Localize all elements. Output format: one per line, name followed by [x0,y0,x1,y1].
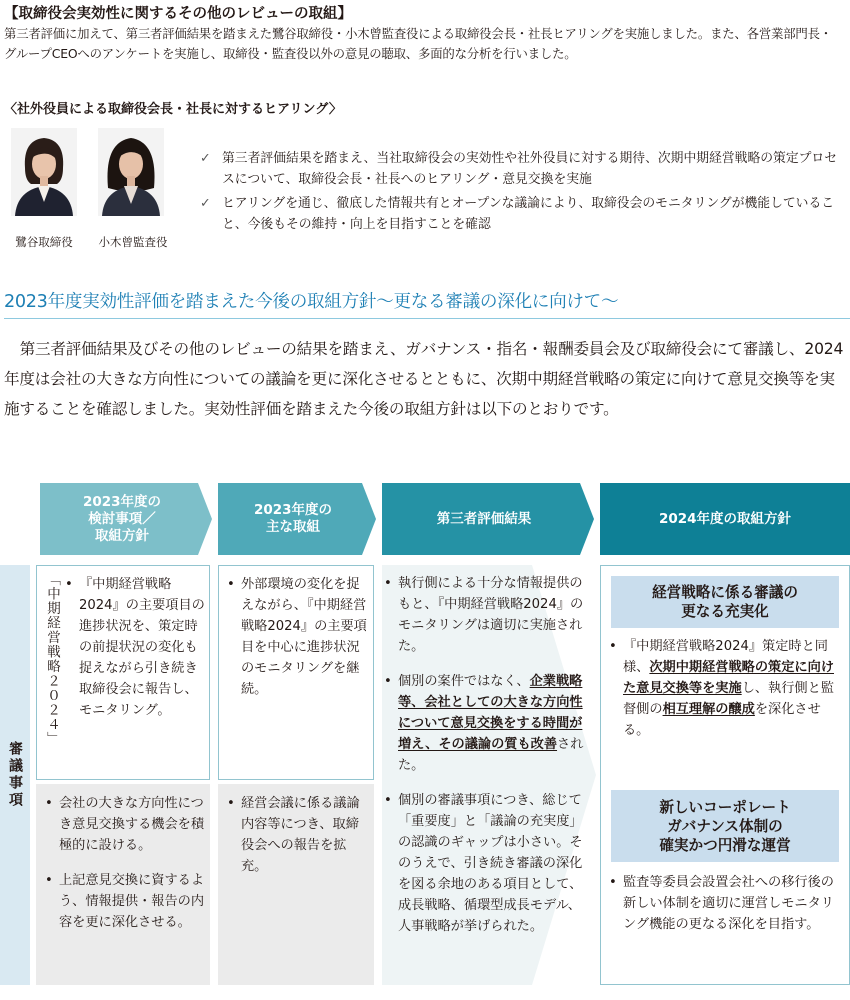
list-item-text: を深化させる。 [623,702,821,738]
list-item [384,671,588,776]
list-item-text: 経営会議に係る議論内容等につき、取締役会への報告を拡充。 [241,796,360,874]
hearing-checklist [200,148,840,238]
list-item-text: 『中期経営戦略2024』の主要項目の進捗状況を、策定時の前提状況の変化も捉えながら引き続き取締役会に報告し、モニタリング。 [79,577,205,718]
list-item-text: し、執行側と監督側の [623,681,834,717]
list-item [384,790,588,937]
list-item-text: 執行側による十分な情報提供のもと、『中期経営戦略2024』のモニタリングは適切に実施された。 [398,576,584,654]
col4-subheading-2: 新しいコーポレート ガバナンス体制の 確実かつ円滑な運営 [611,790,839,862]
col2-box-bottom [218,784,374,985]
bullet: • [384,674,392,689]
list-item [45,793,205,856]
col2-list-top [227,574,369,714]
col1-list-top [65,574,205,735]
portrait-sagiya [11,128,77,216]
list-item-text: 『中期経営戦略2024』策定時と同様、 [623,639,828,675]
section-title: 【取締役会実効性に関するその他のレビューの取組】 [4,6,352,22]
emphasis-text: 次期中期経営戦略の策定に向けた意見交換等を実施 [623,660,834,696]
policy-body: 第三者評価結果及びその他のレビューの結果を踏まえ、ガバナンス・指名・報酬委員会及び取締役会にて審議し、2024年度は会社の大きな方向性についての議論を更に深化させるとともに、次期中期経営戦略の策定に向けて意見交換等を実施することを確認しました。実効性評価を踏まえた今後の取組方針は以下のとおりです。 [4,340,844,418]
bullet: • [45,796,53,811]
bullet: • [227,796,235,811]
bullet: • [609,639,617,654]
list-item-text: 個別の案件ではなく、 [398,674,530,689]
check-item [200,148,840,190]
list-item-text: 個別の審議事項につき、総じて「重要度」と「議論の充実度」の認識のギャップは小さい。そのうえで、引き続き審議の深化を図る余地のある項目として、成長戦略、循環型成長モデル、人事戦略が挙げられた。 [398,793,583,934]
col4-list-1 [609,636,843,755]
list-item [227,793,369,877]
list-item [45,870,205,933]
header-col1: 2023年度の 検討事項／ 取組方針 [82,493,162,544]
check-text: ヒアリングを通じ、徹底した情報共有とオープンな議論により、取締役会のモニタリングが機能していること、今後もその維持・向上を目指すことを確認 [222,196,835,232]
row-label-column [0,565,30,985]
col2-box-top [218,565,374,780]
col1-list-bottom [45,793,205,947]
emphasis-text: 企業戦略等、会社としての大きな方向性について意見交換をする時間が増え、その議論の質も改善 [398,674,583,752]
list-item [609,636,843,741]
list-item [227,574,369,700]
intro-paragraph: 第三者評価に加えて、第三者評価結果を踏まえた鷺谷取締役・小木曾監査役による取締役会長・社長ヒアリングを実施しました。また、各営業部門長・グループCEOへのアンケートを実施し、取締役・監査役以外の意見の聴取、多面的な分析を行いました。 [4,26,832,61]
bullet: • [45,873,53,888]
portrait-kogiso [98,128,164,216]
check-icon: ✓ [200,151,211,166]
vertical-label: 「中期経営戦略２０２４」 [44,572,60,746]
policy-heading: 2023年度実効性評価を踏まえた今後の取組方針〜更なる審議の深化に向けて〜 [4,292,619,312]
list-item [609,872,843,935]
header-col2: 2023年度の 主な取組 [253,502,333,535]
header-col3: 第三者評価結果 [436,510,532,527]
caption-kogiso: 小木曾監査役 [98,235,168,249]
list-item [65,574,205,721]
col2-list-bottom [227,793,369,891]
heading-divider [4,318,850,319]
list-item-text: 外部環境の変化を捉えながら、『中期経営戦略2024』の主要項目を中心に進捗状況のモニタリングを継続。 [241,577,367,697]
bullet: • [227,577,235,592]
bullet: • [65,577,73,592]
caption-sagiya: 鷺谷取締役 [15,235,73,249]
row-label: 審議事項 [7,741,23,809]
col1-box-top [36,565,210,780]
list-item [384,573,588,657]
list-item-text: された。 [398,737,584,773]
header-col4: 2024年度の取組方針 [658,510,792,527]
bullet: • [384,793,392,808]
check-icon: ✓ [200,196,211,211]
col4-box [600,565,850,985]
list-item-text: 監査等委員会設置会社への移行後の新しい体制を適切に運営しモニタリング機能の更なる深化を目指す。 [623,875,834,932]
bullet: • [384,576,392,591]
check-text: 第三者評価結果を踏まえ、当社取締役会の実効性や社外役員に対する期待、次期中期経営戦略の策定プロセスについて、取締役会長・社長へのヒアリング・意見交換を実施 [222,151,838,187]
list-item-text: 上記意見交換に資するよう、情報提供・報告の内容を更に深化させる。 [59,873,205,930]
col4-list-2 [609,872,843,949]
col4-subheading-1: 経営戦略に係る審議の 更なる充実化 [611,576,839,628]
hearing-title: 〈社外役員による取締役会長・社長に対するヒアリング〉 [4,102,342,117]
col3-list [384,573,588,951]
check-item [200,193,840,235]
emphasis-text: 相互理解の醸成 [662,702,755,717]
bullet: • [609,875,617,890]
list-item-text: 会社の大きな方向性につき意見交換する機会を積極的に設ける。 [59,796,205,853]
col1-box-bottom [36,784,210,985]
